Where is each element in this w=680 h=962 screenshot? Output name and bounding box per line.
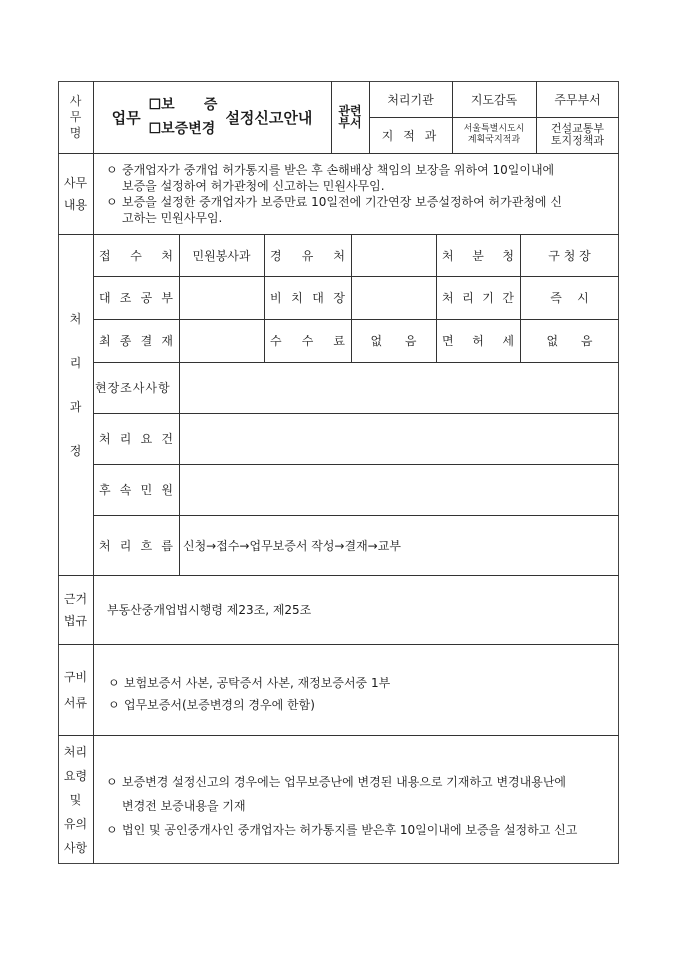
label-line: 서류 (63, 695, 88, 710)
label-processing-flow (93, 515, 179, 575)
col-header-main-dept: 주무부서 (554, 92, 601, 107)
label-char: 간 (502, 291, 514, 305)
text-line: 변경전 보증내용을 기재 (122, 799, 246, 813)
label-char: 처 (442, 248, 454, 263)
bullet-item (108, 672, 608, 694)
label-char: 과 (69, 399, 82, 414)
text-line: 보증을 설정하여 허가관청에 신고하는 민원사무임. (122, 179, 385, 193)
divider (58, 644, 619, 645)
label-char: 원 (161, 483, 173, 497)
label-char: 처 (99, 432, 111, 446)
label-processing-period (436, 276, 520, 319)
processing-notes-list (106, 770, 611, 842)
processing-agency-value: 지 적 과 (381, 128, 440, 143)
label-char: 수 (301, 334, 314, 348)
bullet-icon: ㅇ (106, 163, 118, 177)
label-char: 종 (119, 334, 132, 348)
label-char: 대 (99, 291, 111, 305)
label-char: 리 (462, 291, 474, 305)
label-final-approval (93, 319, 179, 362)
label-char: 흐 (140, 538, 153, 553)
label-char: 경 (270, 248, 282, 263)
label-license-tax (436, 319, 520, 362)
label-cross-check-ledger (93, 276, 179, 319)
label-line: 유의 (63, 816, 88, 831)
text-line: 고하는 민원사무임. (122, 211, 223, 225)
label-line: 및 (69, 792, 82, 807)
checkbox-guarantee[interactable]: ☐보 증 (148, 97, 218, 113)
final-approval-value (179, 319, 264, 362)
bullet-icon: ㅇ (106, 823, 118, 837)
label-char: 허 (472, 334, 484, 348)
label-char: 기 (482, 291, 494, 305)
label-line: 법규 (63, 613, 88, 628)
bullet-item (108, 694, 608, 716)
kept-ledger-value (351, 276, 436, 319)
label-char: 요 (140, 432, 153, 446)
label-char: 대 (312, 291, 324, 305)
related-dept-label (331, 81, 369, 153)
label-char: 분 (472, 248, 484, 263)
label-char: 명 (69, 126, 82, 140)
label-char: 사 (69, 94, 82, 108)
label-char: 리 (69, 355, 82, 370)
label-char: 접 (99, 248, 111, 263)
row-label-required-documents (58, 644, 93, 735)
label-char: 리 (119, 538, 132, 553)
label-char: 조 (119, 291, 132, 305)
label-char: 민 (140, 483, 153, 497)
label-char: 부 (161, 291, 173, 305)
bullet-text: 업무보증서(보증변경의 경우에 한함) (124, 698, 315, 712)
label-reception (93, 234, 179, 276)
processing-flow-value: 신청→접수→업무보증서 작성→결재→교부 (183, 538, 401, 553)
label-char: 면 (442, 334, 454, 348)
disposition-office-value: 구 청 장 (548, 248, 591, 263)
processing-period-value: 즉 시 (550, 291, 589, 305)
label-char: 유 (301, 248, 314, 263)
label-site-inspection: 현장조사사항 (95, 381, 171, 395)
divider (58, 735, 619, 736)
label-char: 결 (140, 334, 153, 348)
fee-value: 없 음 (370, 334, 417, 348)
label-char: 장 (333, 291, 345, 305)
label-char: 최 (99, 334, 111, 348)
bullet-text: 법인 및 공인중개사인 중개업자는 허가통지를 받은후 10일이내에 보증을 설정하고 신고 (122, 823, 578, 837)
label-char: 수 (270, 334, 282, 348)
label-processing-requirements (93, 413, 179, 464)
label-disposition-office (436, 234, 520, 276)
label-kept-ledger (264, 276, 351, 319)
checkbox-guarantee-change[interactable]: ☐보증변경 (148, 121, 216, 137)
col-header-processing-agency: 처리기관 (387, 92, 434, 107)
label-line: 요령 (63, 768, 88, 783)
label-char: 속 (119, 483, 132, 497)
label-line: 처리 (63, 744, 88, 759)
label-fee (264, 319, 351, 362)
label-char: 처 (99, 538, 111, 553)
label-char: 처 (333, 248, 345, 263)
value-line: 토지정책과 (550, 134, 605, 147)
site-inspection-value (179, 362, 619, 413)
title-prefix: 업무 (111, 108, 141, 127)
label-char: 료 (333, 334, 345, 348)
legal-basis-value: 부동산중개업법시행령 제23조, 제25조 (107, 603, 312, 617)
bullet-item (106, 162, 611, 194)
reception-value: 민원봉사과 (192, 248, 251, 263)
label-char: 비 (270, 291, 282, 305)
bullet-text (122, 770, 566, 818)
label-char: 처 (161, 248, 173, 263)
label-line: 사항 (63, 840, 88, 855)
form-title (93, 81, 331, 153)
label-char: 정 (69, 443, 82, 458)
bullet-icon: ㅇ (106, 195, 118, 209)
cross-check-ledger-value (179, 276, 264, 319)
row-label-process (58, 234, 93, 575)
via-value (351, 234, 436, 276)
business-content-text (106, 162, 611, 226)
label-follow-up-petition (93, 464, 179, 515)
label-via (264, 234, 351, 276)
label-line: 구비 (63, 669, 88, 684)
bullet-icon: ㅇ (106, 775, 118, 789)
main-dept-value (536, 117, 619, 153)
row-label-business-name (58, 81, 93, 153)
title-suffix: 설정신고안내 (225, 108, 313, 127)
supervision-value (452, 117, 536, 153)
value-line: 계획국지적과 (467, 135, 521, 145)
required-documents-list (108, 672, 608, 716)
row-label-business-content (58, 153, 93, 234)
value-line: 서울특별시도시 (463, 124, 525, 134)
bullet-text (122, 162, 554, 194)
row-label-legal-basis (58, 575, 93, 644)
label-char: 무 (69, 110, 82, 124)
bullet-item (106, 818, 611, 842)
bullet-item (106, 194, 611, 226)
label-line: 부서 (338, 116, 362, 130)
label-line: 관련 (338, 104, 362, 118)
label-char: 치 (291, 291, 303, 305)
label-char: 수 (130, 248, 142, 263)
text-line: 보증을 설정한 중개업자가 보증만료 10일전에 기간연장 보증설정하여 허가관청에 신 (122, 195, 562, 209)
bullet-icon: ㅇ (108, 698, 120, 712)
label-char: 세 (502, 334, 514, 348)
label-char: 리 (119, 432, 132, 446)
bullet-text (122, 194, 562, 226)
license-tax-value: 없 음 (546, 334, 593, 348)
divider (58, 153, 619, 154)
label-char: 름 (161, 538, 173, 553)
bullet-item (106, 770, 611, 818)
follow-up-petition-value (179, 464, 619, 515)
text-line: 중개업자가 중개업 허가통지를 받은 후 손해배상 책임의 보장을 위하여 10일이내에 (122, 163, 555, 177)
bullet-text: 보험보증서 사본, 공탁증서 사본, 재정보증서중 1부 (124, 676, 391, 690)
label-char: 후 (99, 483, 111, 497)
label-line: 사무 (63, 175, 88, 190)
label-char: 건 (161, 432, 173, 446)
label-line: 내용 (63, 197, 88, 212)
bullet-icon: ㅇ (108, 676, 120, 690)
text-line: 보증변경 설정신고의 경우에는 업무보증난에 변경된 내용으로 기재하고 변경내용난에 (122, 775, 567, 789)
label-line: 근거 (63, 591, 88, 606)
label-char: 청 (502, 248, 514, 263)
processing-requirements-value (179, 413, 619, 464)
col-header-supervision: 지도감독 (470, 92, 518, 107)
label-char: 재 (161, 334, 173, 348)
row-label-processing-notes (58, 735, 93, 864)
value-line: 건설교통부 (550, 122, 605, 135)
label-char: 처 (442, 291, 454, 305)
label-char: 처 (69, 311, 82, 326)
label-char: 공 (140, 291, 153, 305)
